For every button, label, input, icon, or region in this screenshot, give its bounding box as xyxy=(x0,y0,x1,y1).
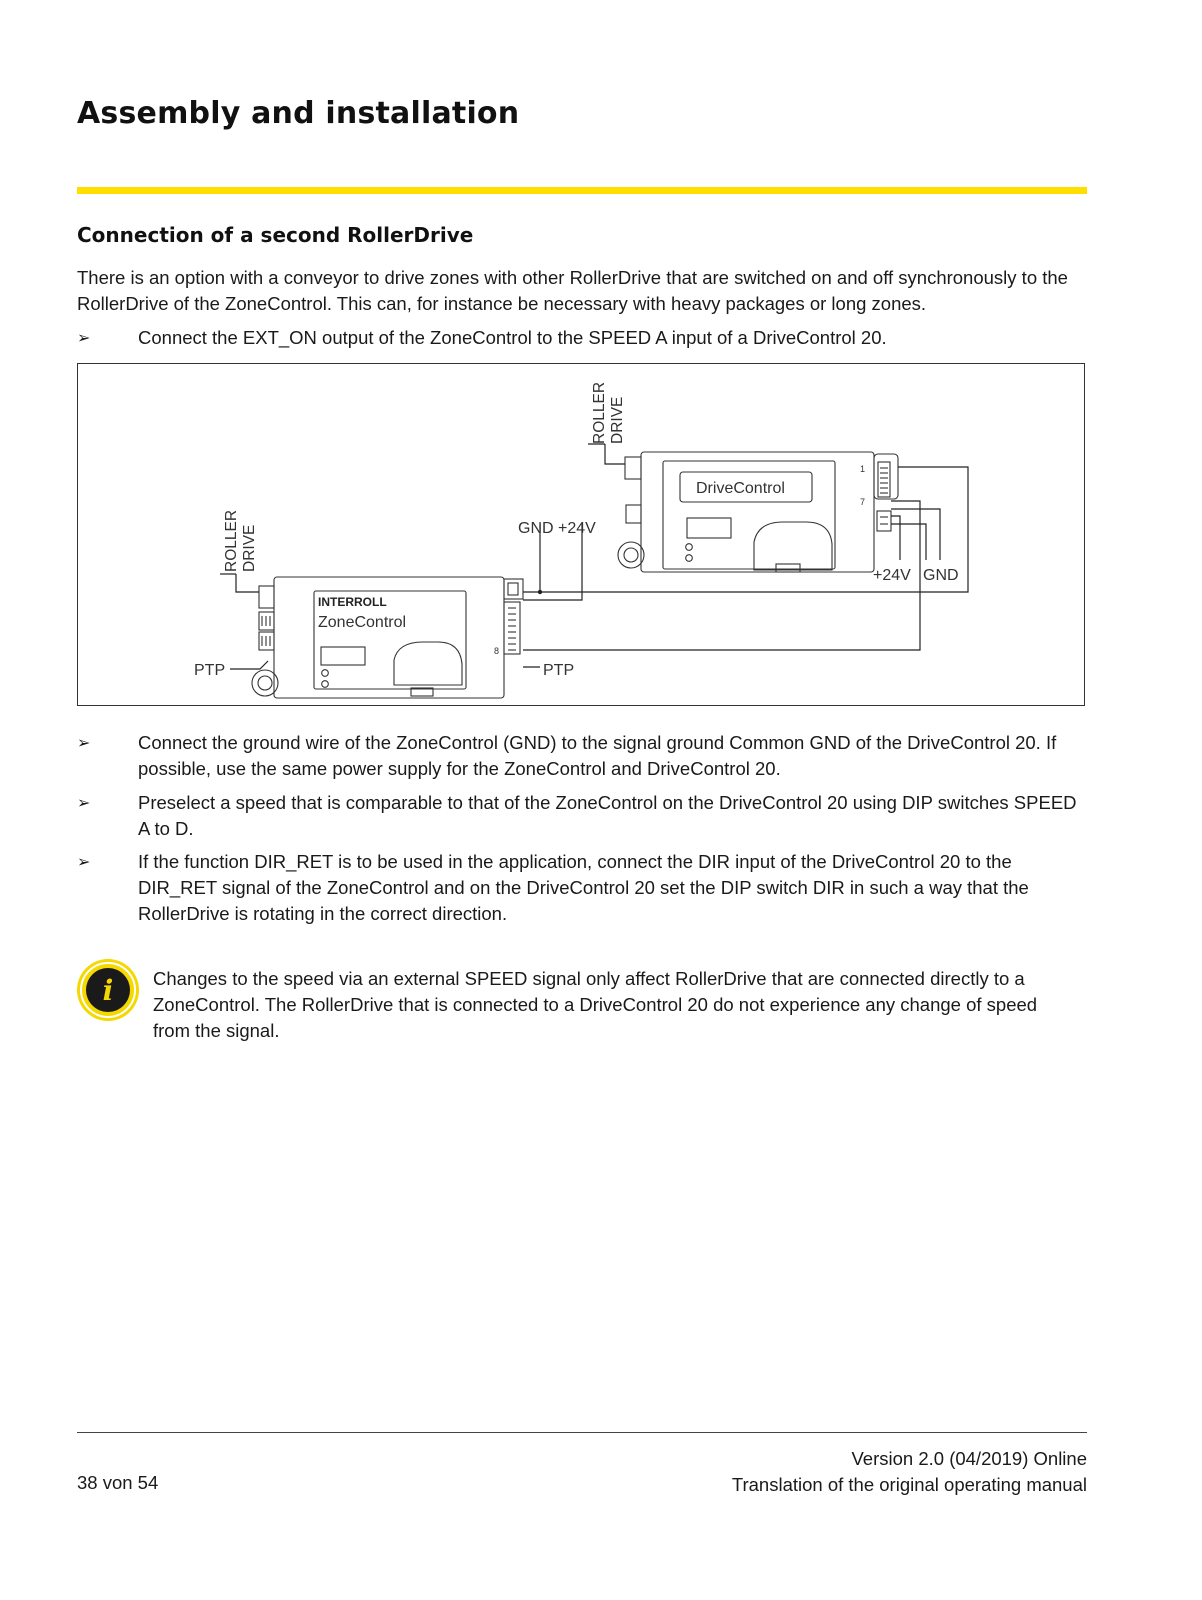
step-text: If the function DIR_RET is to be used in the application, connect the DIR input of the DriveControl 20 to the DIR_RET signal of the ZoneControl and on the DriveControl 20 set the DIP switch DIR in such a way that the RollerDrive is rotating in the correct direction. xyxy=(138,851,1029,924)
translation-text: Translation of the original operating manual xyxy=(731,1474,1087,1495)
pin-7-label: 7 xyxy=(860,497,866,507)
brand-label: INTERROLL xyxy=(318,595,387,609)
pin-8-label: 8 xyxy=(494,646,500,656)
roller-drive-left-label-1: ROLLER xyxy=(223,509,240,572)
wiring-diagram-svg xyxy=(78,364,1086,707)
footer-meta xyxy=(732,1446,1087,1498)
step-text: Connect the EXT_ON output of the ZoneControl to the SPEED A input of a DriveControl 20. xyxy=(138,327,887,348)
page-number: 38 von 54 xyxy=(77,1472,159,1493)
gnd-label: GND xyxy=(923,567,959,584)
section-heading: Connection of a second RollerDrive xyxy=(77,223,474,247)
info-icon xyxy=(75,957,141,1023)
step-text: Preselect a speed that is comparable to that of the ZoneControl on the DriveControl 20 using DIP switches SPEED A to D. xyxy=(138,792,1077,839)
info-note: Changes to the speed via an external SPEED signal only affect RollerDrive that are connected directly to a ZoneControl. The RollerDrive that is connected to a DriveControl 20 do not experience any change of speed from the signal. xyxy=(153,968,1038,1041)
ptp-left-label: PTP xyxy=(194,662,226,679)
pin-1-label: 1 xyxy=(860,464,866,474)
wiring-diagram xyxy=(77,363,1085,706)
roller-drive-left-label-2: DRIVE xyxy=(241,524,258,572)
title-underline xyxy=(77,187,1087,194)
page-title: Assembly and installation xyxy=(77,96,520,131)
zonecontrol-label: ZoneControl xyxy=(318,614,407,631)
drivecontrol-label: DriveControl xyxy=(696,480,785,497)
junction-dot xyxy=(538,590,542,594)
intro-paragraph: There is an option with a conveyor to drive zones with other RollerDrive that are switched on and off synchronously to the RollerDrive of the ZoneControl. This can, for instance be necessary with heavy packages or long zones. xyxy=(77,267,1068,314)
roller-drive-top-label-1: ROLLER xyxy=(591,381,608,444)
gnd-24v-label: GND +24V xyxy=(518,520,596,537)
roller-drive-top-label-2: DRIVE xyxy=(609,396,626,444)
arrow-bullet-icon: ➢ xyxy=(77,733,91,752)
arrow-bullet-icon: ➢ xyxy=(77,793,91,812)
step-text: Connect the ground wire of the ZoneControl (GND) to the signal ground Common GND of the DriveControl 20. If possible, use the same power supply for the ZoneControl and DriveControl 20. xyxy=(138,732,1057,779)
info-icon-letter: i xyxy=(102,974,114,1007)
footer-divider xyxy=(77,1432,1087,1433)
arrow-bullet-icon: ➢ xyxy=(77,852,91,871)
ptp-right-label: PTP xyxy=(543,662,575,679)
plus24v-label: +24V xyxy=(873,567,911,584)
version-text: Version 2.0 (04/2019) Online xyxy=(851,1448,1087,1469)
arrow-bullet-icon: ➢ xyxy=(77,328,91,347)
